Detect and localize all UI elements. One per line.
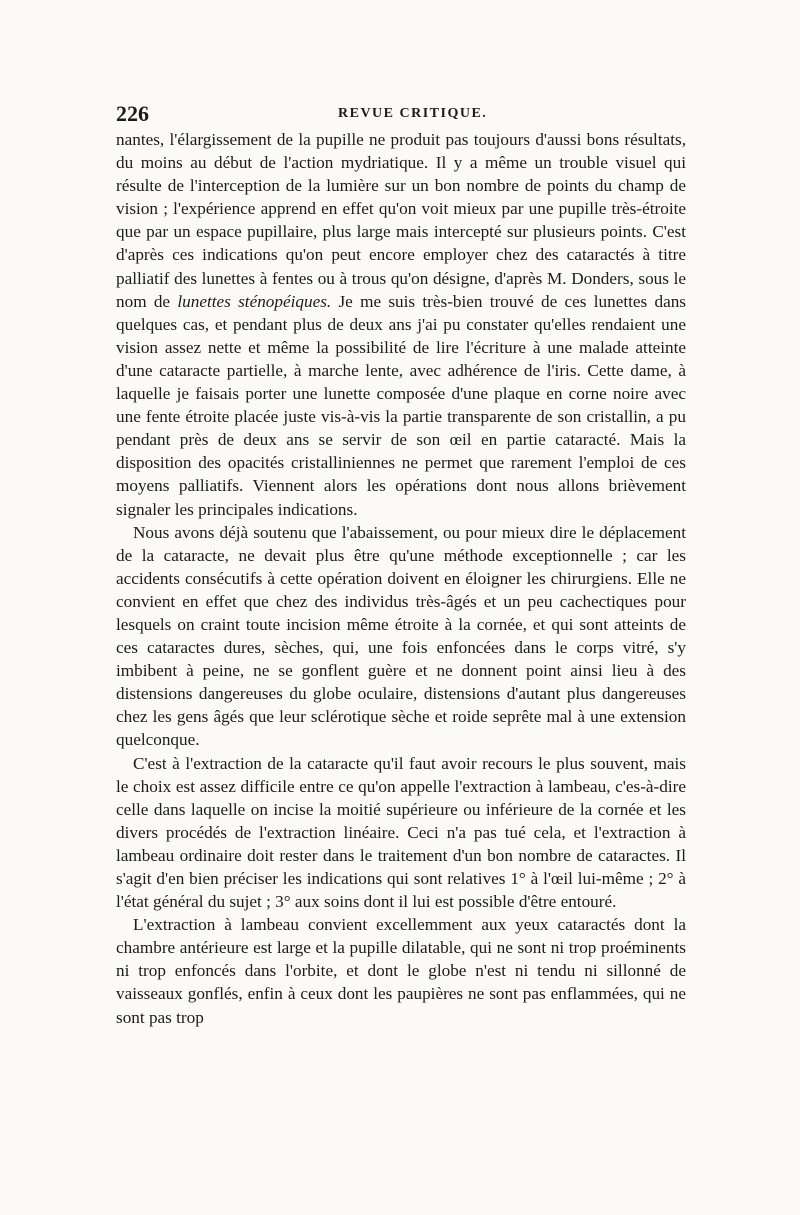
paragraph-3: C'est à l'extraction de la cataracte qu'il faut avoir recours le plus souvent, mais le choix est assez difficile entre ce qu'on appelle l'extraction à lambeau, c'es-à-dire celle dans laquelle on incise la moitié supérieure ou inférieure de la cornée et les divers procédés de l'extraction linéaire. Ceci n'a pas tué cela, et l'extraction à lambeau ordinaire doit rester dans le traitement d'un bon nombre de cataractes. Il s'agit d'en bien préciser les indications qui sont relatives 1° à l'œil lui-même ; 2° à l'état général du sujet ; 3° aux soins dont il lui est possible d'être entouré. xyxy=(116,753,686,912)
emphasis-text: lunettes sténopéiques. xyxy=(177,291,332,311)
page-header xyxy=(116,101,686,125)
paragraph-1 xyxy=(116,128,686,521)
page-number: 226 xyxy=(116,101,149,126)
paragraph-4: L'extraction à lambeau convient excellemment aux yeux cataractés dont la chambre antérieure est large et la pupille dilatable, qui ne sont ni trop proéminents ni trop enfoncés dans l'orbite, et dont le globe n'est ni tendu ni sillonné de vaisseaux gonflés, enfin à ceux dont les paupières ne sont pas enflammées, qui ne sont pas trop xyxy=(116,915,686,1027)
body-text xyxy=(116,128,686,1029)
running-head: REVUE CRITIQUE. xyxy=(338,106,488,121)
paragraph-text: nantes, l'élargissement de la pupille ne produit pas toujours d'aussi bons résultats, du moins au début de l'action mydriatique. Il y a même un trouble visuel qui résulte de l'interception de la lumière sur un bon nombre de points du champ de vision ; l'expérience apprend en effet qu'on voit mieux par une pupille très-étroite que par un espace pupillaire, plus large mais intercepté sur plusieurs points. C'est d'après ces indications qu'on peut encore employer chez des cataractés à titre palliatif des lunettes à fentes ou à trous qu'on désigne, d'après M. Donders, sous le nom de xyxy=(116,130,686,311)
paragraph-text: Je me suis très-bien trouvé de ces lunettes dans quelques cas, et pendant plus de deux ans j'ai pu constater qu'elles rendaient une vision assez nette et même la possibilité de lire l'écriture à une malade atteinte d'une cataracte partielle, à marche lente, avec adhérence de l'iris. Cette dame, à laquelle je faisais porter une lunette composée d'une plaque en corne noire avec une fente étroite placée juste vis-à-vis la partie transparente de son cristallin, a pu pendant près de deux ans se servir de son œil en partie cataracté. Mais la disposition des opacités cristalliniennes ne permet que rarement l'emploi de ces moyens palliatifs. Viennent alors les opérations dont nous allons brièvement signaler les principales indications. xyxy=(116,291,686,519)
paragraph-2: Nous avons déjà soutenu que l'abaissement, ou pour mieux dire le déplacement de la cataracte, ne devait plus être qu'une méthode exceptionnelle ; car les accidents consécutifs à cette opération doivent en éloigner les chirurgiens. Elle ne convient en effet que chez des individus très-âgés et un peu cachectiques pour lesquels on craint toute incision même étroite à la cornée, et qui sont atteints de ces cataractes dures, sèches, qui, une fois enfoncées dans le corps vitré, s'y imbibent à peine, ne se gonflent guère et ne donnent point ainsi lieu à des distensions dangereuses du globe oculaire, distensions d'autant plus dangereuses chez les gens âgés que leur sclérotique sèche et roide seprête mal à une extension quelconque. xyxy=(116,522,686,750)
